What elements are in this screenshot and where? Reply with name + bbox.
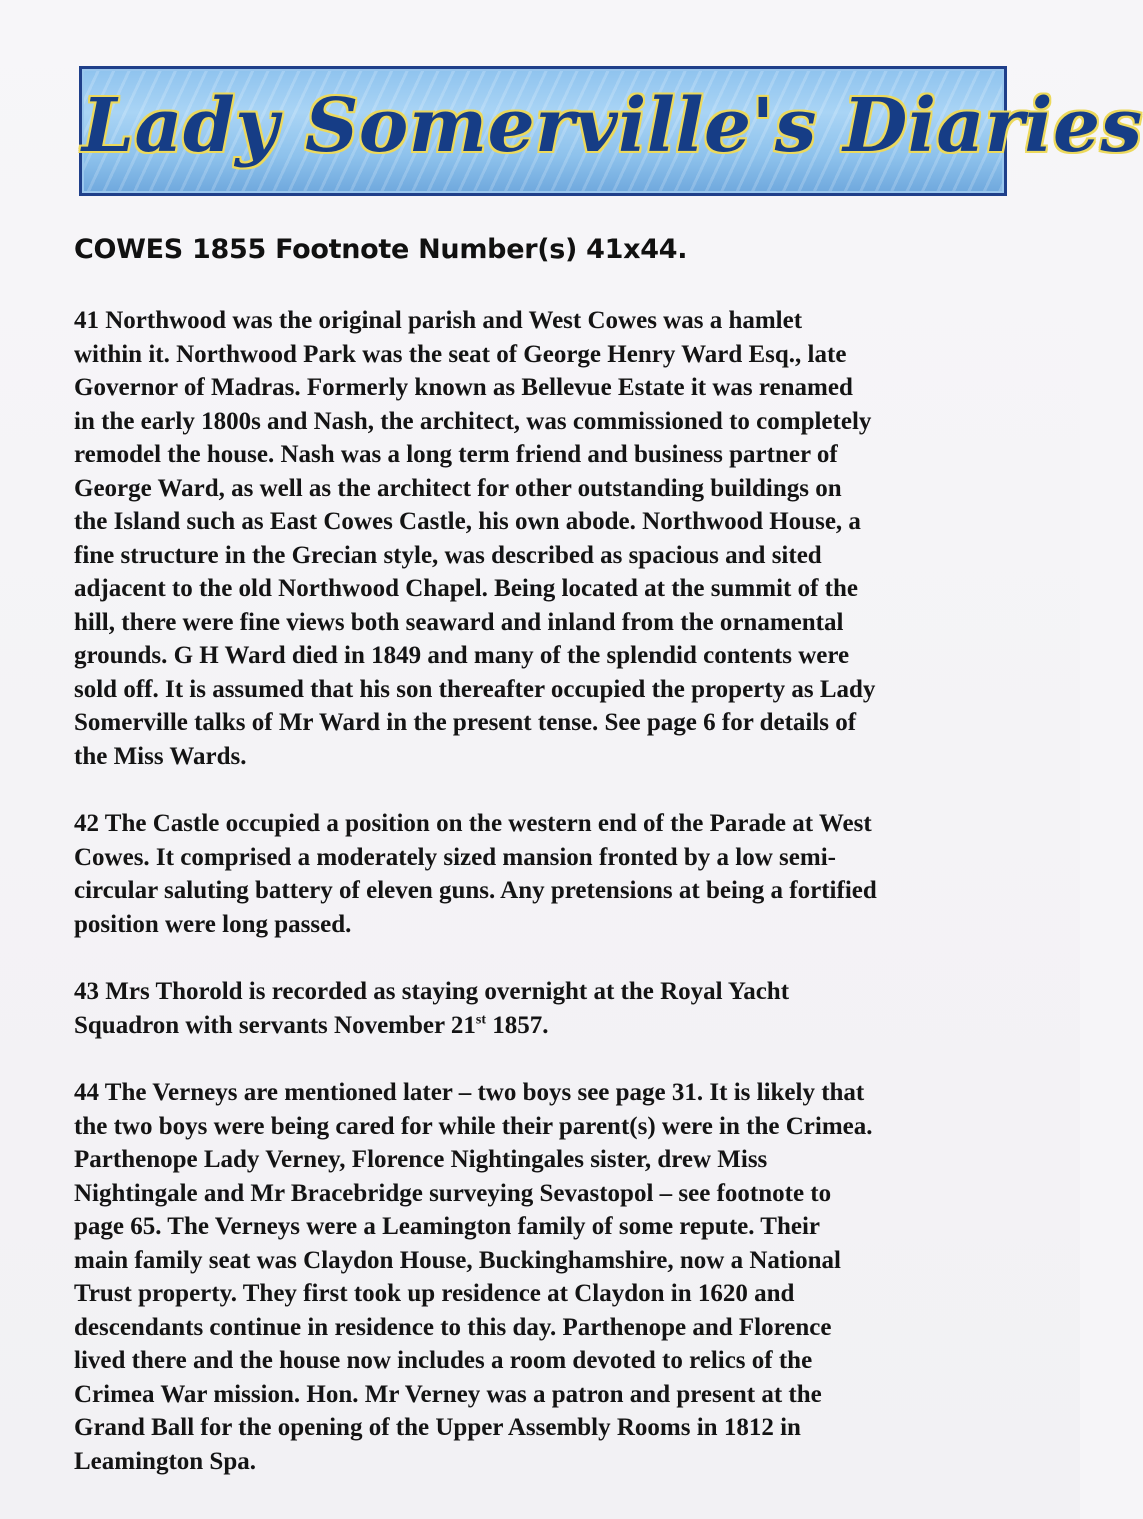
footnote-line: lived there and the house now includes a room devoted to relics of the <box>74 1347 813 1374</box>
footnote-line: Nightingale and Mr Bracebridge surveying Sevastopol – see footnote to <box>74 1179 832 1207</box>
footnote-line: the Island such as East Cowes Castle, his own abode. Northwood House, a <box>74 508 861 535</box>
footnote-line: Grand Ball for the opening of the Upper Assembly Rooms in 1812 in <box>74 1414 801 1441</box>
footnote-line: Somerville talks of Mr Ward in the present tense. See page 6 for details of <box>74 709 857 736</box>
footnote-line: remodel the house. Nash was a long term friend and business partner of <box>74 441 838 468</box>
footnote-line: descendants continue in residence to this day. Parthenope and Florence <box>74 1313 832 1341</box>
footnote-line: the two boys were being cared for while their parent(s) were in the Crimea. <box>74 1112 873 1140</box>
footnote-line: fine structure in the Grecian style, was described as spacious and sited <box>74 541 822 569</box>
footnote-line: 41 Northwood was the original parish and West Cowes was a hamlet <box>74 307 803 334</box>
page-heading: COWES 1855 Footnote Number(s) 41x44. <box>74 234 688 265</box>
banner-title: Lady Somerville's Diaries <box>82 83 1143 169</box>
footnote-line: George Ward, as well as the architect for other outstanding buildings on <box>74 474 842 502</box>
footnote-41 <box>74 304 1019 773</box>
footnote-line: within it. Northwood Park was the seat of George Henry Ward Esq., late <box>74 340 847 368</box>
footnote-line: the Miss Wards. <box>74 742 247 770</box>
title-banner <box>79 66 1143 196</box>
footnote-line: Crimea War mission. Hon. Mr Verney was a patron and present at the <box>74 1380 822 1408</box>
footnote-line: page 65. The Verneys were a Leamington family of some repute. Their <box>74 1213 821 1240</box>
footnote-text: 1857. <box>486 1011 549 1039</box>
footnote-line: 42 The Castle occupied a position on the western end of the Parade at West <box>74 810 872 837</box>
footnote-42 <box>74 807 1019 941</box>
footnote-43 <box>74 975 1019 1042</box>
footnote-line: 44 The Verneys are mentioned later – two boys see page 31. It is likely that <box>74 1079 865 1106</box>
footnote-line: in the early 1800s and Nash, the architect, was commissioned to completely <box>74 407 872 435</box>
ordinal-suffix: st <box>475 1012 487 1028</box>
footnote-line: main family seat was Claydon House, Buckinghamshire, now a National <box>74 1246 841 1274</box>
footnote-line: grounds. G H Ward died in 1849 and many of the splendid contents were <box>74 642 850 669</box>
footnote-line: Trust property. They first took up residence at Claydon in 1620 and <box>74 1280 795 1307</box>
footnote-line: 43 Mrs Thorold is recorded as staying overnight at the Royal Yacht <box>74 978 790 1005</box>
footnote-text: Squadron with servants November 21 <box>74 1011 476 1039</box>
footnote-line: position were long passed. <box>74 910 352 938</box>
footnote-line: Cowes. It comprised a moderately sized mansion fronted by a low semi- <box>74 843 836 871</box>
footnotes <box>74 304 1019 1512</box>
footnote-line: Leamington Spa. <box>74 1447 256 1475</box>
footnote-line <box>74 1009 1019 1043</box>
footnote-line: sold off. It is assumed that his son thereafter occupied the property as Lady <box>74 675 876 703</box>
footnote-44 <box>74 1076 1019 1478</box>
footnote-line: hill, there were fine views both seaward and inland from the ornamental <box>74 608 844 636</box>
footnote-line: Parthenope Lady Verney, Florence Nightingales sister, drew Miss <box>74 1146 768 1173</box>
footnote-line: adjacent to the old Northwood Chapel. Being located at the summit of the <box>74 575 858 602</box>
footnote-line: Governor of Madras. Formerly known as Bellevue Estate it was renamed <box>74 374 853 401</box>
footnote-line: circular saluting battery of eleven guns. Any pretensions at being a fortified <box>74 877 877 904</box>
